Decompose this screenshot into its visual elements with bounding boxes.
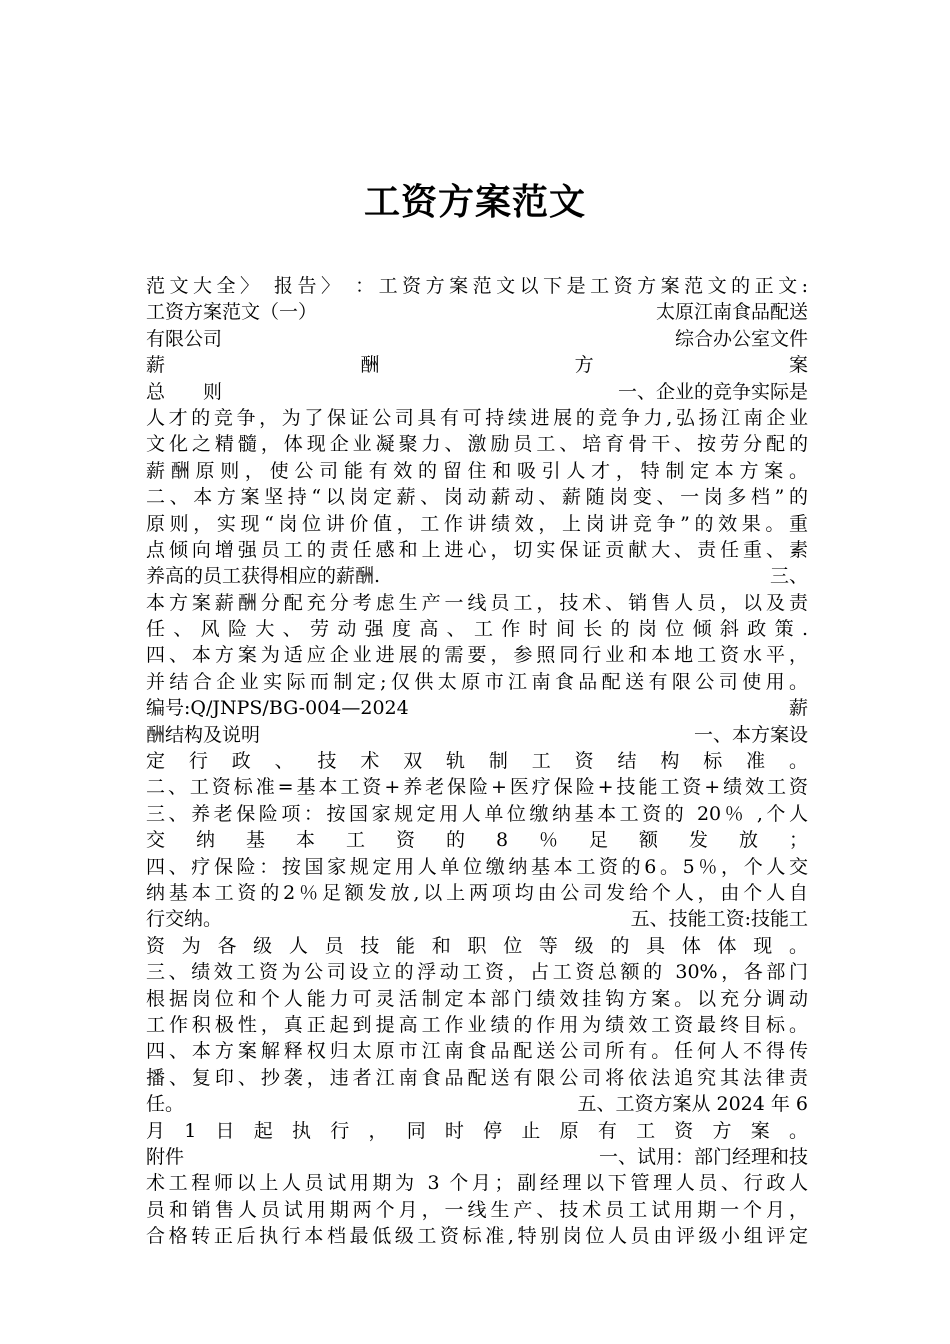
- body-line-left: 养高的员工获得相应的薪酬.: [146, 565, 381, 588]
- body-line: [146, 299, 808, 325]
- body-line: 点倾向增强员工的责任感和上进心，切实保证贡献大、责任重、素: [146, 538, 808, 561]
- body-line-right: 太原江南食品配送: [655, 301, 808, 324]
- document-body: [146, 273, 808, 1249]
- body-line-left: 工资方案范文（一）: [146, 301, 318, 324]
- body-line: 文化之精髓，体现企业凝聚力、激励员工、培育骨干、按劳分配的: [146, 433, 808, 456]
- body-line: [146, 906, 808, 932]
- body-line: 三、养老保险项：按国家规定用人单位缴纳基本工资的 20％ ,个人: [146, 802, 808, 825]
- body-line-left: 任。: [146, 1093, 185, 1116]
- body-line: 播、复印、抄袭，违者江南食品配送有限公司将依法追究其法律责: [146, 1066, 808, 1089]
- body-line: [146, 695, 808, 721]
- body-line: 范文大全〉 报告〉 ：工资方案范文以下是工资方案范文的正文:: [146, 275, 808, 297]
- body-line-left: 附件: [146, 1145, 185, 1168]
- body-line: [146, 326, 808, 352]
- body-line: 工作积极性，真正起到提高工作业绩的作用为绩效工资最终目标。: [146, 1013, 808, 1036]
- body-line-right: 一、本方案设: [693, 723, 808, 746]
- body-line: 并结合企业实际而制定;仅供太原市江南食品配送有限公司使用。: [146, 670, 808, 693]
- body-line-right: 一、企业的竞争实际是: [617, 380, 808, 403]
- body-line: 合格转正后执行本档最低级工资标准,特别岗位人员由评级小组评定: [146, 1225, 808, 1248]
- body-line: 月1日起执行，同时停止原有工资方案。: [146, 1119, 808, 1142]
- body-line-left: 酬结构及说明: [146, 723, 261, 746]
- body-line: 二、工资标准=基本工资+养老保险+医疗保险+技能工资+绩效工资: [146, 776, 808, 799]
- body-line: [146, 1091, 808, 1117]
- body-line: 纳基本工资的2％足额发放,以上两项均由公司发给个人，由个人自: [146, 881, 808, 904]
- body-line: 任、风险大、劳动强度高、工作时间长的岗位倾斜政策.: [146, 618, 808, 641]
- body-line: 人才的竞争，为了保证公司具有可持续进展的竞争力,弘扬江南企业: [146, 406, 808, 429]
- body-line: 本方案薪酬分配充分考虑生产一线员工，技术、销售人员，以及责: [146, 591, 808, 614]
- body-line: 薪酬原则，使公司能有效的留住和吸引人才，特制定本方案。: [146, 459, 808, 482]
- body-line-right: 一、试用：部门经理和技: [598, 1145, 808, 1168]
- document-title: 工资方案范文: [363, 181, 586, 224]
- body-line: [146, 379, 808, 405]
- body-line: 定行政、技术双轨制工资结构标准。: [146, 750, 808, 773]
- body-line: [146, 563, 808, 589]
- body-line: [146, 1144, 808, 1170]
- body-line-right: 五、工资方案从 2024 年 6: [577, 1093, 808, 1116]
- body-line: 原则，实现“岗位讲价值，工作讲绩效，上岗讲竞争”的效果。重: [146, 512, 808, 535]
- body-line-left: 行交纳。: [146, 908, 223, 931]
- body-line-left: 编号:Q/JNPS/BG-004—2024: [146, 697, 409, 720]
- body-line: 四、本方案解释权归太原市江南食品配送公司所有。任何人不得传: [146, 1040, 808, 1063]
- body-line: 四、本方案为适应企业进展的需要，参照同行业和本地工资水平，: [146, 644, 808, 667]
- body-line: 术工程师以上人员试用期为 3 个月；副经理以下管理人员、行政人: [146, 1172, 808, 1195]
- body-line: 交纳基本工资的8％足额发放；: [146, 829, 808, 852]
- body-line-left: 总 则: [146, 380, 223, 403]
- body-line: 员和销售人员试用期两个月，一线生产、技术员工试用期一个月，: [146, 1198, 808, 1221]
- body-line-left: 有限公司: [146, 327, 223, 350]
- body-line-right: 三、: [769, 565, 808, 588]
- body-line: 薪 酬 方 案: [146, 354, 808, 377]
- body-line-right: 综合办公室文件: [674, 327, 808, 350]
- body-line: 根据岗位和个人能力可灵活制定本部门绩效挂钩方案。以充分调动: [146, 987, 808, 1010]
- body-line: 二、本方案坚持“以岗定薪、岗动薪动、薪随岗变、一岗多档”的: [146, 486, 808, 509]
- body-line-right: 五、技能工资:技能工: [630, 908, 808, 931]
- body-line: 四、疗保险：按国家规定用人单位缴纳基本工资的6。5％，个人交: [146, 855, 808, 878]
- body-line: 资为各级人员技能和职位等级的具体体现。: [146, 934, 808, 957]
- body-line: [146, 722, 808, 748]
- body-line: 三、绩效工资为公司设立的浮动工资，占工资总额的 30%，各部门: [146, 961, 808, 984]
- body-line-right: 薪: [788, 697, 808, 720]
